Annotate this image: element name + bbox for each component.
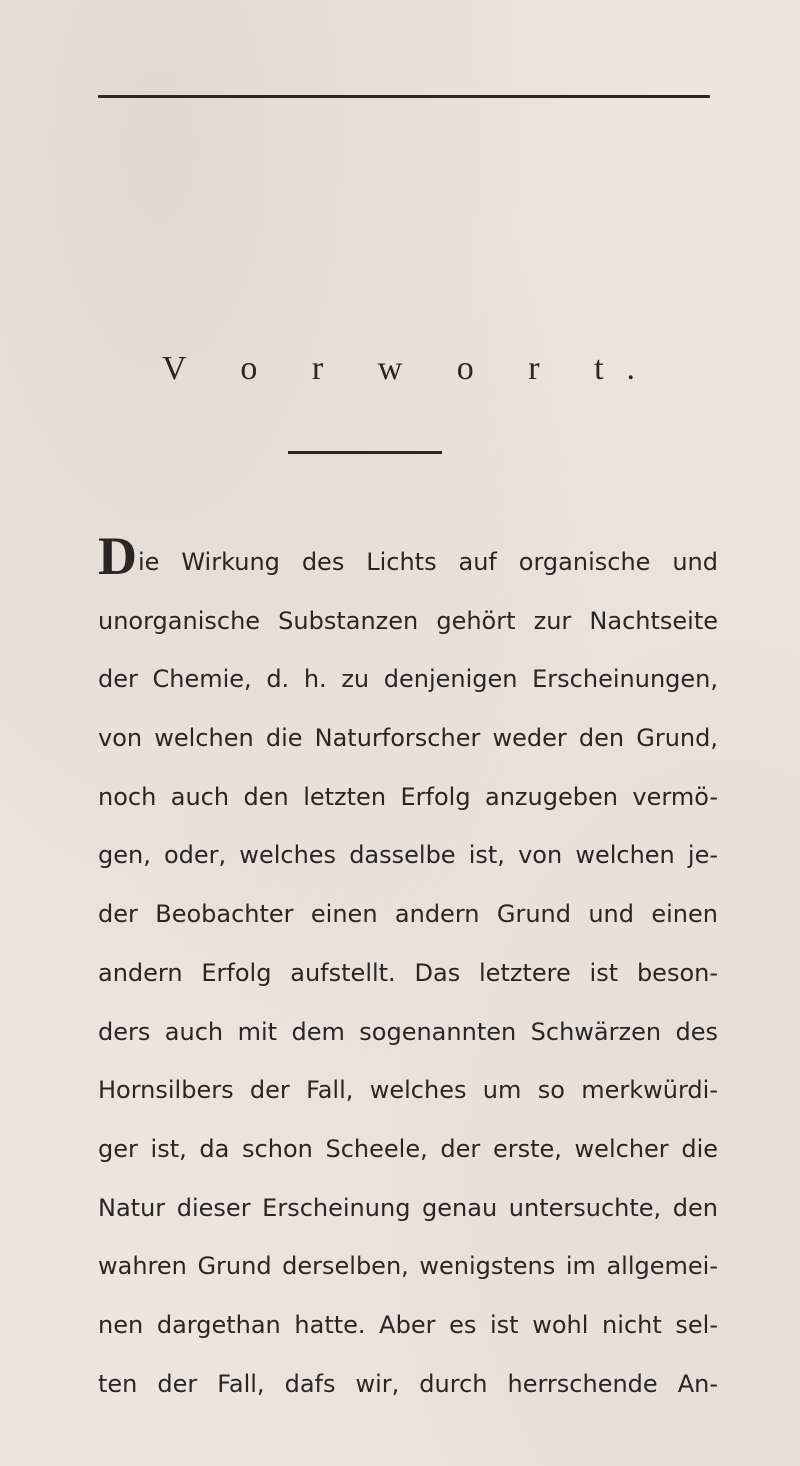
paragraph-line: von welchen die Naturforscher weder den Grund, (98, 724, 718, 753)
paragraph-line: der Chemie, d. h. zu denjenigen Erscheinungen, (98, 665, 718, 694)
paragraph-line: ders auch mit dem sogenannten Schwärzen des (98, 1017, 718, 1046)
paragraph-line-text: ie Wirkung des Lichts auf organische und (138, 548, 718, 576)
paragraph-line: ger ist, da schon Scheele, der erste, welcher die (98, 1134, 718, 1163)
page-title: V o r w o r t. (161, 350, 659, 387)
paragraph-line: andern Erfolg aufstellt. Das letztere ist beson- (98, 958, 718, 987)
preface-paragraph (98, 526, 718, 1413)
paragraph-line: nen dargethan hatte. Aber es ist wohl nicht sel- (98, 1310, 718, 1339)
title-rule (288, 451, 442, 454)
paragraph-line: noch auch den letzten Erfolg anzugeben vermö- (98, 782, 718, 811)
paragraph-line (98, 526, 718, 592)
paragraph-line: Hornsilbers der Fall, welches um so merkwürdi- (98, 1076, 718, 1105)
top-rule (98, 95, 710, 98)
paragraph-line: wahren Grund derselben, wenigstens im allgemei- (98, 1252, 718, 1281)
paragraph-line: Natur dieser Erscheinung genau untersuchte, den (98, 1193, 718, 1222)
paragraph-line: gen, oder, welches dasselbe ist, von welchen je- (98, 841, 718, 870)
paragraph-line: ten der Fall, dafs wir, durch herrschende An- (98, 1369, 718, 1398)
drop-cap: D (98, 526, 137, 586)
paragraph-line: unorganische Substanzen gehört zur Nachtseite (98, 606, 718, 635)
paragraph-line: der Beobachter einen andern Grund und einen (98, 900, 718, 929)
